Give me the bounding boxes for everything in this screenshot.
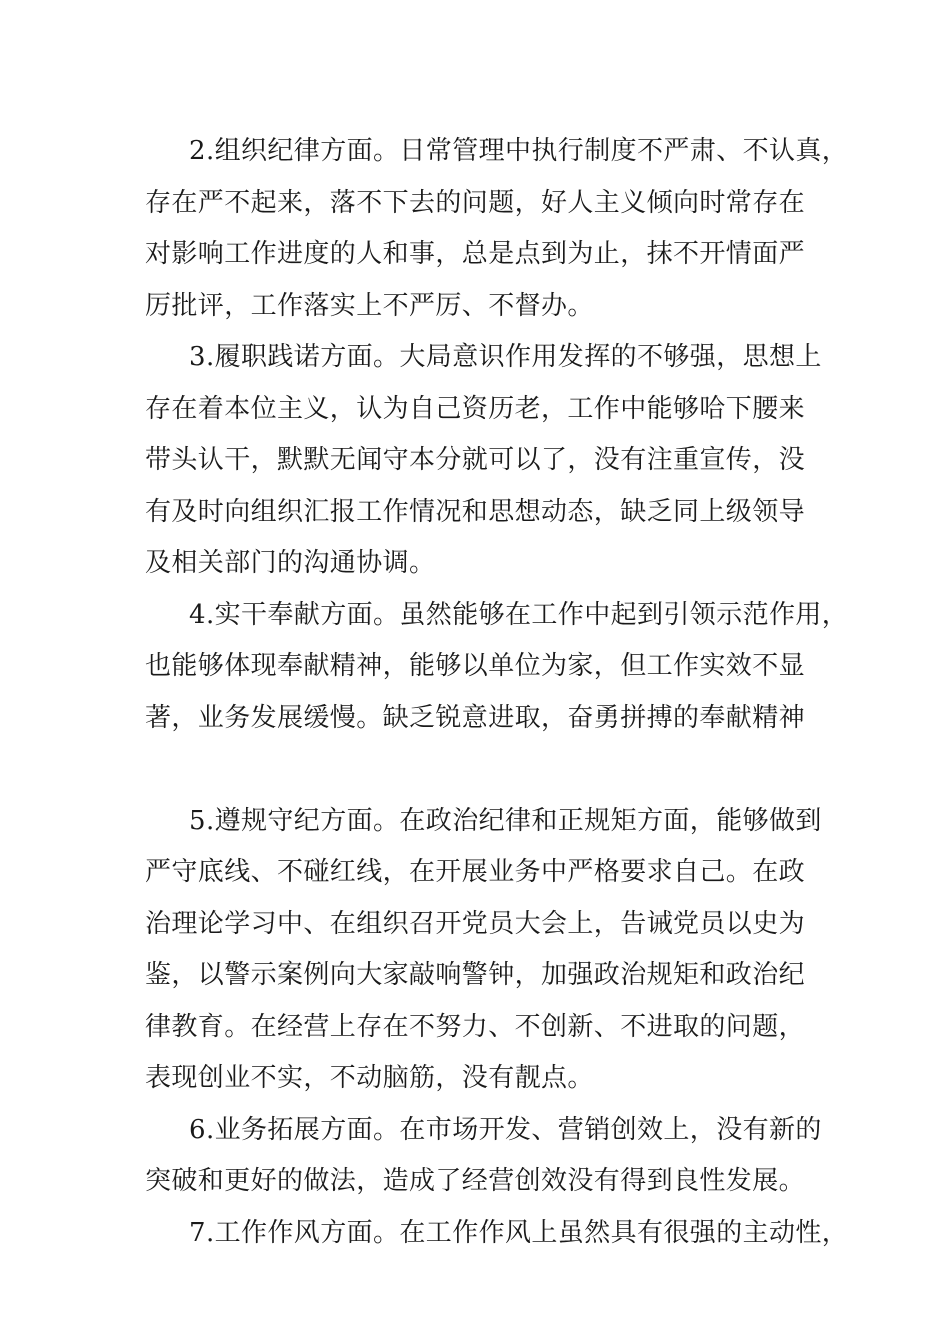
paragraph-line: 也能够体现奉献精神，能够以单位为家，但工作实效不显	[145, 651, 806, 681]
paragraph-business-expansion	[145, 1105, 822, 1208]
paragraph-line: 对影响工作进度的人和事，总是点到为止，抹不开情面严	[145, 239, 806, 269]
paragraph-dedication	[145, 590, 849, 745]
paragraph-rule-compliance	[145, 796, 822, 1105]
paragraph-line: 带头认干，默默无闻守本分就可以了，没有注重宣传，没	[145, 445, 806, 475]
paragraph-line: 著，业务发展缓慢。缺乏锐意进取，奋勇拼搏的奉献精神	[145, 702, 806, 733]
paragraph-line: 表现创业不实，不动脑筋，没有靓点。	[145, 1063, 594, 1093]
paragraph-line: 7.工作作风方面。在工作作风上虽然具有很强的主动性，	[189, 1217, 849, 1248]
paragraph-line: 6.业务拓展方面。在市场开发、营销创效上，没有新的	[189, 1114, 822, 1145]
paragraph-line: 3.履职践诺方面。大局意识作用发挥的不够强，思想上	[189, 342, 822, 372]
paragraph-line: 及相关部门的沟通协调。	[145, 548, 436, 578]
paragraph-line: 鉴，以警示案例向大家敲响警钟，加强政治规矩和政治纪	[145, 960, 806, 990]
paragraph-organizational-discipline	[145, 126, 849, 332]
paragraph-line: 有及时向组织汇报工作情况和思想动态，缺乏同上级领导	[145, 496, 806, 527]
paragraph-duty-performance	[145, 332, 822, 590]
paragraph-line: 突破和更好的做法，造成了经营创效没有得到良性发展。	[145, 1166, 806, 1196]
paragraph-line: 严守底线、不碰红线，在开展业务中严格要求自己。在政	[145, 857, 806, 887]
blank-line	[145, 744, 817, 796]
paragraph-line: 5.遵规守纪方面。在政治纪律和正规矩方面，能够做到	[189, 805, 822, 836]
paragraph-line: 厉批评，工作落实上不严厉、不督办。	[145, 290, 594, 321]
paragraph-line: 存在严不起来，落不下去的问题，好人主义倾向时常存在	[145, 187, 806, 218]
paragraph-line: 律教育。在经营上存在不努力、不创新、不进取的问题，	[145, 1011, 806, 1042]
paragraph-line: 2.组织纪律方面。日常管理中执行制度不严肃、不认真，	[189, 136, 849, 166]
paragraph-line: 存在着本位主义，认为自己资历老，工作中能够哈下腰来	[145, 393, 806, 424]
paragraph-work-style	[145, 1208, 849, 1260]
document-body	[145, 126, 849, 1259]
paragraph-line: 治理论学习中、在组织召开党员大会上，告诫党员以史为	[145, 908, 806, 939]
paragraph-line: 4.实干奉献方面。虽然能够在工作中起到引领示范作用，	[189, 599, 849, 630]
